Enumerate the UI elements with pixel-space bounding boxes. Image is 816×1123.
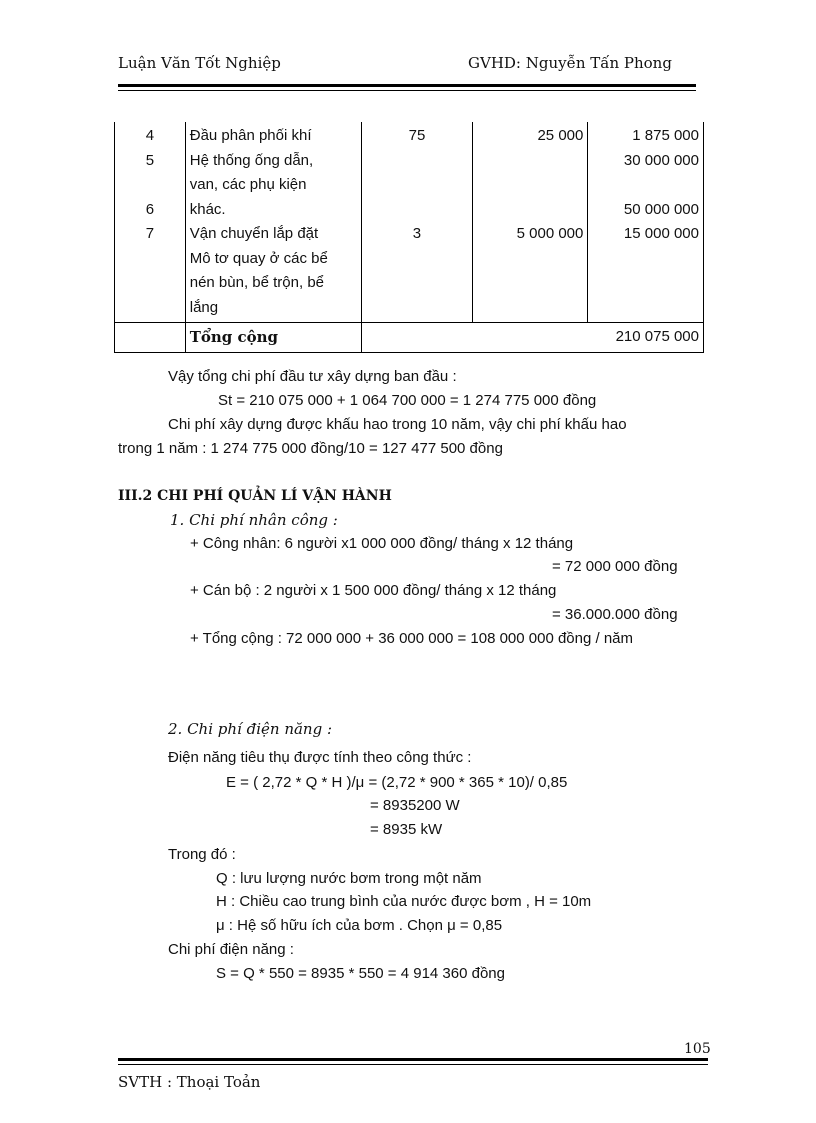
s1-line-1: + Công nhân: 6 người x1 000 000 đồng/ tháng x 12 tháng (190, 535, 574, 552)
s2-line-4: = 8935 kW (370, 821, 443, 838)
s2-line-3: = 8935200 W (370, 797, 460, 814)
col-item: Đầu phân phối khí Hệ thống ống dẫn, van, các phụ kiện khác. Vận chuyển lắp đặt Mô tơ quay ở các bể nén bùn, bể trộn, bể lắng (185, 122, 361, 323)
footer-rule-thin (118, 1064, 708, 1065)
total-value: 210 075 000 (362, 323, 704, 353)
page-number: 105 (684, 1041, 711, 1057)
s2-line-6: Q : lưu lượng nước bơm trong một năm (216, 870, 482, 887)
cost-table (114, 122, 704, 353)
para-line-1: Vậy tổng chi phí đầu tư xây dựng ban đầu : (168, 368, 457, 385)
col-unit-price: 25 000 5 000 000 (472, 122, 588, 323)
para-line-4: trong 1 năm : 1 274 775 000 đồng/10 = 127 477 500 đồng (118, 440, 503, 457)
header-rule-thick (118, 84, 696, 87)
col-no: 4 5 6 7 (115, 122, 186, 323)
col-qty: 75 3 (362, 122, 473, 323)
header-right: GVHD: Nguyễn Tấn Phong (468, 54, 672, 72)
section-title: III.2 CHI PHÍ QUẢN LÍ VẬN HÀNH (118, 488, 392, 504)
header-left: Luận Văn Tốt Nghiệp (118, 54, 281, 72)
footer-left: SVTH : Thoại Toản (118, 1073, 261, 1091)
col-amount: 1 875 000 30 000 000 50 000 000 15 000 000 (588, 122, 704, 323)
subsection-2-title: 2. Chi phí điện năng : (168, 720, 333, 738)
s2-line-1: Điện năng tiêu thụ được tính theo công thức : (168, 749, 472, 766)
s2-line-9: Chi phí điện năng : (168, 941, 294, 958)
s1-line-5: + Tổng cộng : 72 000 000 + 36 000 000 = 108 000 000 đồng / năm (190, 630, 634, 647)
s2-line-8: μ : Hệ số hữu ích của bơm . Chọn μ = 0,85 (216, 917, 503, 934)
header-rule-thin (118, 90, 696, 91)
footer-rule-thick (118, 1058, 708, 1061)
total-label: Tổng cộng (185, 323, 361, 353)
s2-line-7: H : Chiều cao trung bình của nước được bơm , H = 10m (216, 893, 592, 910)
s1-line-3: + Cán bộ : 2 người x 1 500 000 đồng/ tháng x 12 tháng (190, 582, 557, 599)
table-row (115, 122, 704, 323)
para-line-3: Chi phí xây dựng được khấu hao trong 10 năm, vậy chi phí khấu hao (168, 416, 627, 433)
para-line-2: St = 210 075 000 + 1 064 700 000 = 1 274 775 000 đồng (218, 392, 597, 409)
s1-line-2: = 72 000 000 đồng (552, 558, 678, 575)
s2-line-2: E = ( 2,72 * Q * H )/μ = (2,72 * 900 * 365 * 10)/ 0,85 (226, 774, 568, 791)
subsection-1-title: 1. Chi phí nhân công : (170, 511, 338, 529)
s1-line-4: = 36.000.000 đồng (552, 606, 678, 623)
s2-line-10: S = Q * 550 = 8935 * 550 = 4 914 360 đồng (216, 965, 505, 982)
table-total-row (115, 323, 704, 353)
s2-line-5: Trong đó : (168, 846, 236, 863)
